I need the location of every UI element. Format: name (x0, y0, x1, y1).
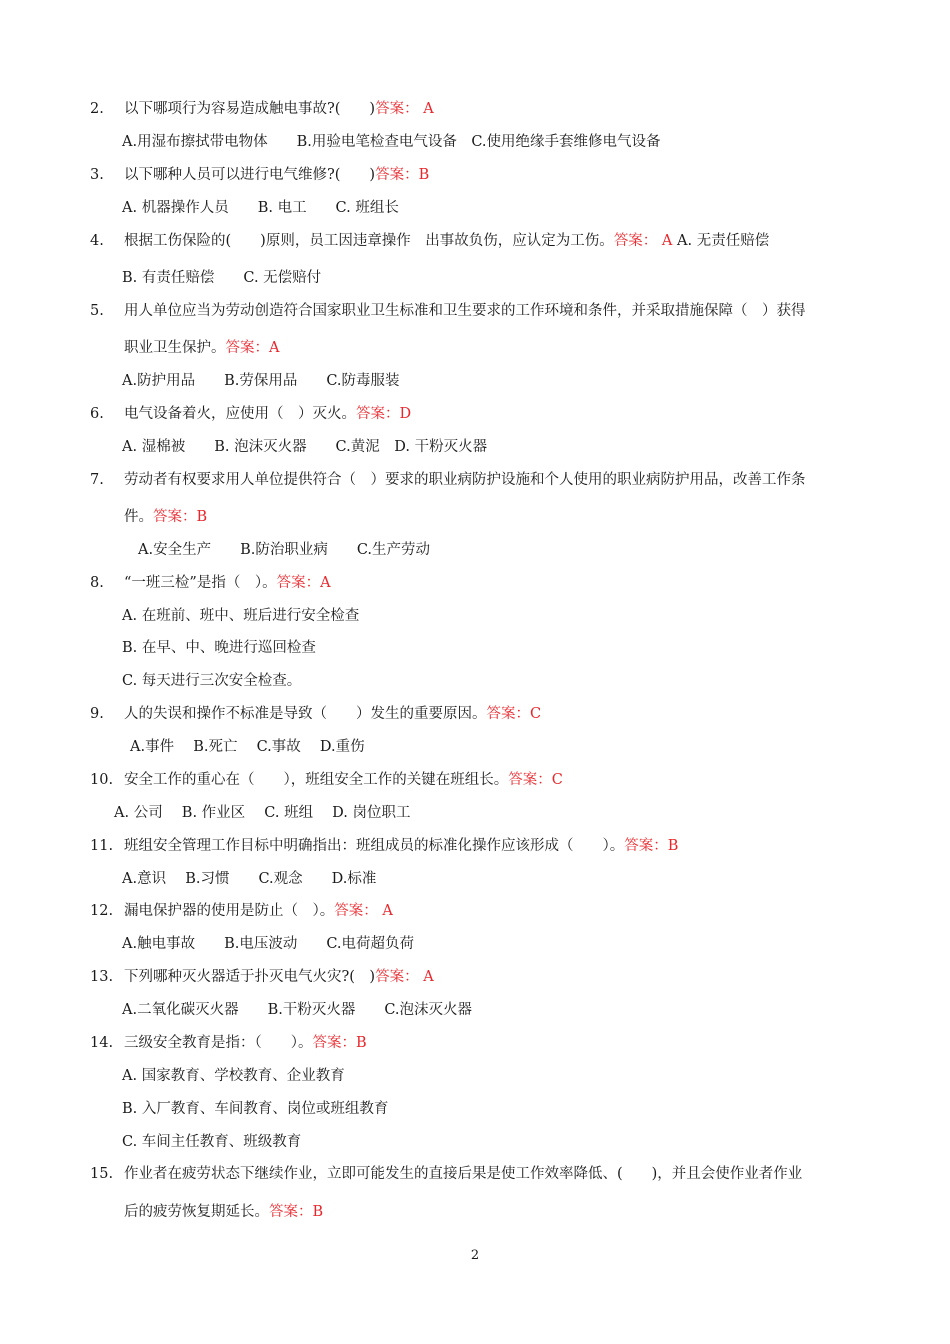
question-text: 以下哪项行为容易造成触电事故?( ) (124, 101, 376, 117)
question-number: 4. (90, 233, 104, 249)
option-line: A.防护用品 B.劳保用品 C.防毒服装 (122, 373, 400, 389)
question-number: 7. (90, 472, 104, 488)
question-text: 漏电保护器的使用是防止（ ）。 (124, 903, 335, 919)
question-text: 安全工作的重心在（ ），班组安全工作的关键在班组长。 (124, 772, 509, 788)
option-line: B. 入厂教育、车间教育、岗位或班组教育 (122, 1101, 389, 1117)
option-line: A. 公司 B. 作业区 C. 班组 D. 岗位职工 (114, 805, 411, 821)
question-number: 15. (90, 1166, 114, 1182)
page-number: 2 (470, 1248, 480, 1263)
question-number: 3. (90, 167, 104, 183)
answer-label: 答案： A (334, 903, 393, 919)
option-line: A.意识 B.习惯 C.观念 D.标准 (122, 871, 377, 887)
question-text-continued: 后的疲劳恢复期延长。 (124, 1204, 269, 1220)
answer-label: 答案： A (375, 101, 434, 117)
question-number: 2. (90, 101, 104, 117)
answer-label: 答案：D (356, 406, 412, 422)
question-text: 下列哪种灭火器适于扑灭电气火灾?( ) (124, 969, 376, 985)
answer-label: 答案：A (225, 340, 280, 356)
question-text: 用人单位应当为劳动创造符合国家职业卫生标准和卫生要求的工作环境和条件，并采取措施保障（ ）获得 (124, 303, 806, 319)
answer-label: 答案： A (613, 233, 673, 249)
answer-label: 答案：B (153, 509, 208, 525)
question-text-continued: 件。 (124, 509, 153, 525)
option-line: C. 每天进行三次安全检查。 (122, 673, 302, 689)
option-line: A.二氧化碳灭火器 B.干粉灭火器 C.泡沫灭火器 (122, 1002, 473, 1018)
answer-label: 答案：A (276, 575, 331, 591)
question-text: 人的失误和操作不标准是导致（ ）发生的重要原因。 (124, 706, 487, 722)
option-line: A. 湿棉被 B. 泡沫灭火器 C.黄泥 D. 干粉灭火器 (122, 439, 488, 455)
question-number: 6. (90, 406, 104, 422)
question-text: 根据工伤保险的( )原则，员工因违章操作 出事故负伤，应认定为工伤。 (124, 233, 614, 249)
question-text: 以下哪种人员可以进行电气维修?( ) (124, 167, 376, 183)
question-text: 电气设备着火，应使用（ ）灭火。 (124, 406, 356, 422)
option-inline: A. 无责任赔偿 (677, 233, 770, 249)
option-line: A. 在班前、班中、班后进行安全检查 (122, 608, 360, 624)
question-number: 10. (90, 772, 114, 788)
option-line: C. 车间主任教育、班级教育 (122, 1134, 302, 1150)
answer-label: 答案：B (624, 838, 679, 854)
question-text: 劳动者有权要求用人单位提供符合（ ）要求的职业病防护设施和个人使用的职业病防护用品，改善工作条 (124, 472, 806, 488)
option-line: A. 机器操作人员 B. 电工 C. 班组长 (122, 200, 399, 216)
answer-label: 答案：B (269, 1204, 324, 1220)
question-text-continued: 职业卫生保护。 (124, 340, 226, 356)
option-line: B. 有责任赔偿 C. 无偿赔付 (122, 270, 322, 286)
option-line: A.事件 B.死亡 C.事故 D.重伤 (130, 739, 365, 755)
question-number: 11. (90, 838, 114, 854)
answer-label: 答案：B (375, 167, 430, 183)
question-text: 作业者在疲劳状态下继续作业，立即可能发生的直接后果是使工作效率降低、( )，并且会使作业者作业 (124, 1166, 803, 1182)
question-number: 8. (90, 575, 104, 591)
option-line: A.安全生产 B.防治职业病 C.生产劳动 (138, 542, 431, 558)
question-text: “一班三检”是指（ ）。 (124, 575, 277, 591)
option-line: A.用湿布擦拭带电物体 B.用验电笔检查电气设备 C.使用绝缘手套维修电气设备 (122, 134, 661, 150)
answer-label: 答案：C (508, 772, 563, 788)
question-number: 9. (90, 706, 104, 722)
question-number: 12. (90, 903, 114, 919)
question-number: 13. (90, 969, 114, 985)
option-line: A.触电事故 B.电压波动 C.电荷超负荷 (122, 936, 415, 952)
question-number: 14. (90, 1035, 114, 1051)
question-text: 三级安全教育是指：（ ）。 (124, 1035, 313, 1051)
question-number: 5. (90, 303, 104, 319)
answer-label: 答案：B (312, 1035, 367, 1051)
answer-label: 答案： A (375, 969, 434, 985)
option-line: B. 在早、中、晚进行巡回检查 (122, 640, 316, 656)
option-line: A. 国家教育、学校教育、企业教育 (122, 1068, 345, 1084)
question-text: 班组安全管理工作目标中明确指出：班组成员的标准化操作应该形成（ ）。 (124, 838, 625, 854)
answer-label: 答案：C (486, 706, 542, 722)
